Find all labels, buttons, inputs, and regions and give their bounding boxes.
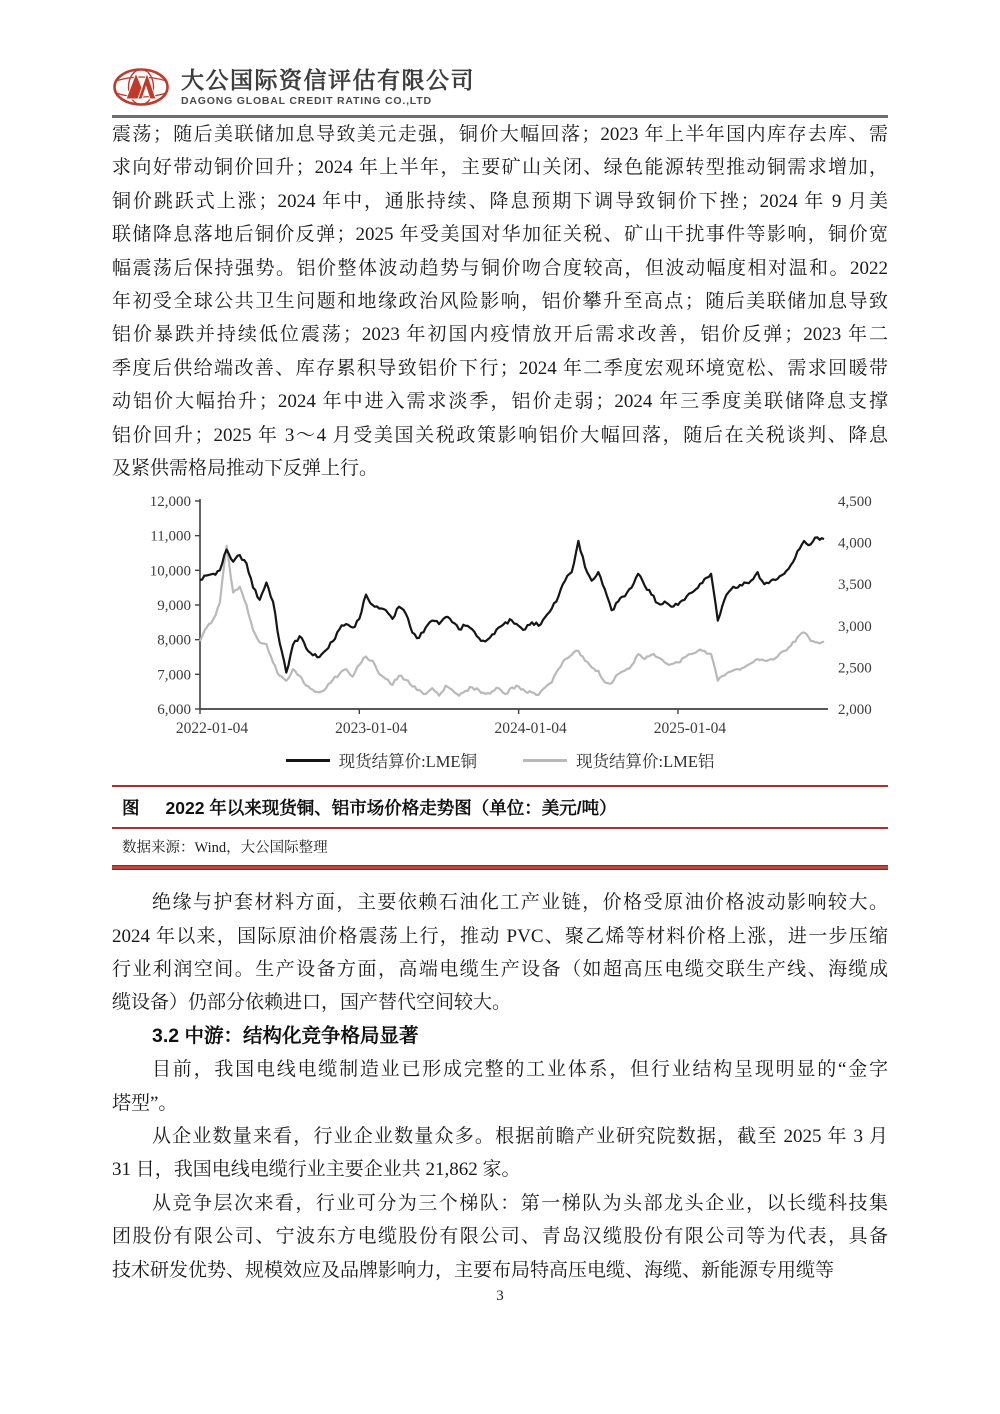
axis-tick-label: 9,000: [157, 598, 191, 615]
price-trend-chart-svg: [112, 489, 888, 741]
axis-tick-label: 7,000: [157, 667, 191, 684]
text-line: 从企业数量来看，行业企业数量众多。根据前瞻产业研究院数据，截至 2025 年 3 月: [152, 1126, 888, 1148]
caption-bottom-rule: [112, 865, 888, 870]
figure-title: 2022 年以来现货铜、铝市场价格走势图（单位：美元/吨）: [165, 798, 617, 819]
copper-line-swatch: [286, 759, 330, 762]
aluminum-line-swatch: [523, 759, 567, 762]
figure-label: 图: [122, 798, 140, 819]
materials-paragraph: [112, 886, 888, 1020]
price-chart-figure: [112, 489, 888, 870]
text-line: 幅震荡后保持强势。铝价整体波动趋势与铜价吻合度较高，但波动幅度相对温和。2022: [112, 257, 888, 279]
text-line: 塔型”。: [112, 1092, 178, 1114]
legend-item-copper: [286, 748, 477, 772]
text-line: 缆设备）仍部分依赖进口，国产替代空间较大。: [112, 992, 512, 1014]
text-line: 铝价暴跌并持续低位震荡；2023 年初国内疫情放开后需求改善，铝价反弹；2023 年二: [112, 324, 888, 346]
axis-tick-label: 2,500: [838, 660, 872, 677]
competition-tiers-paragraph: [112, 1187, 888, 1287]
intro-paragraph: [112, 118, 888, 485]
figure-caption: [112, 787, 888, 829]
text-line: 联储降息落地后铜价反弹；2025 年受美国对华加征关税、矿山干扰事件等影响，铜价宽: [112, 224, 888, 246]
axis-tick-label: 10,000: [149, 563, 191, 580]
axis-tick-label: 3,500: [838, 577, 872, 594]
axis-tick-label: 6,000: [157, 702, 191, 719]
axis-tick-label: 4,000: [838, 535, 872, 552]
axis-tick-label: 2,000: [838, 702, 872, 719]
line-chart: [112, 489, 888, 741]
axis-tick-label: 11,000: [150, 528, 191, 545]
text-line: 团股份有限公司、宁波东方电缆股份有限公司、青岛汉缆股份有限公司等为代表，具备: [112, 1226, 888, 1248]
dagong-globe-icon: [112, 66, 170, 108]
data-source-note: 数据来源：Wind，大公国际整理: [122, 840, 328, 857]
text-line: 年初受全球公共卫生问题和地缘政治风险影响，铝价攀升至高点；随后美联储加息导致: [112, 290, 888, 312]
axis-tick-label: 3,000: [838, 619, 872, 636]
axis-tick-label: 2025-01-04: [653, 720, 727, 738]
text-line: 技术研发优势、规模效应及品牌影响力，主要布局特高压电缆、海缆、新能源专用缆等: [112, 1259, 835, 1281]
text-line: 行业利润空间。生产设备方面，高端电缆生产设备（如超高压电缆交联生产线、海缆成: [112, 959, 888, 981]
axis-tick-label: 2023-01-04: [335, 720, 408, 738]
axis-tick-label: 4,500: [838, 494, 872, 511]
figure-caption-block: [112, 785, 888, 870]
report-header: [112, 62, 888, 118]
chart-legend: [112, 749, 888, 771]
company-name-cn: 大公国际资信评估有限公司: [181, 67, 475, 93]
text-line: 求向好带动铜价回升；2024 年上半年，主要矿山关闭、绿色能源转型推动铜需求增加，: [112, 157, 888, 179]
text-line: 震荡；随后美联储加息导致美元走强，铜价大幅回落；2023 年上半年国内库存去库、需: [112, 124, 888, 145]
text-line: 动铝价大幅抬升；2024 年中进入需求淡季，铝价走弱；2024 年三季度美联储降息支撑: [112, 391, 888, 413]
copper-price-line: [200, 538, 824, 673]
enterprise-count-paragraph: [112, 1120, 888, 1187]
text-line: 铝价回升；2025 年 3～4 月受美国关税政策影响铝价大幅回落，随后在关税谈判、降息: [112, 424, 888, 446]
axis-tick-label: 8,000: [157, 632, 191, 649]
legend-label-copper: 现货结算价:LME铜: [338, 752, 477, 772]
text-line: 从竞争层次来看，行业可分为三个梯队：第一梯队为头部龙头企业，以长缆科技集: [152, 1192, 888, 1214]
text-line: 目前，我国电线电缆制造业已形成完整的工业体系，但行业结构呈现明显的“金字: [152, 1059, 888, 1081]
section-heading-3-2: 3.2 中游：结构化竞争格局显著: [152, 1024, 419, 1047]
pyramid-paragraph: [112, 1053, 888, 1120]
page-number: 3: [496, 1288, 504, 1304]
report-body: [112, 118, 888, 1287]
text-line: 31 日，我国电线电缆行业主要企业共 21,862 家。: [112, 1159, 521, 1181]
company-logo: [112, 62, 888, 112]
text-line: 及紧供需格局推动下反弹上行。: [112, 457, 379, 479]
axis-tick-label: 2024-01-04: [494, 720, 567, 738]
text-line: 季度后供给端改善、库存累积导致铝价下行；2024 年二季度宏观环境宽松、需求回暖带: [112, 357, 888, 379]
legend-label-aluminum: 现货结算价:LME铝: [576, 752, 715, 772]
text-line: 绝缘与护套材料方面，主要依赖石油化工产业链，价格受原油价格波动影响较大。: [152, 892, 888, 914]
axis-tick-label: 12,000: [149, 494, 191, 511]
text-line: 2024 年以来，国际原油价格震荡上行，推动 PVC、聚乙烯等材料价格上涨，进一步压缩: [112, 925, 888, 947]
legend-item-aluminum: [523, 748, 714, 772]
axis-tick-label: 2022-01-04: [175, 720, 249, 738]
text-line: 铜价跳跃式上涨；2024 年中，通胀持续、降息预期下调导致铜价下挫；2024 年 9 月美: [112, 190, 888, 212]
company-name-en: DAGONG GLOBAL CREDIT RATING CO.,LTD: [181, 95, 432, 107]
